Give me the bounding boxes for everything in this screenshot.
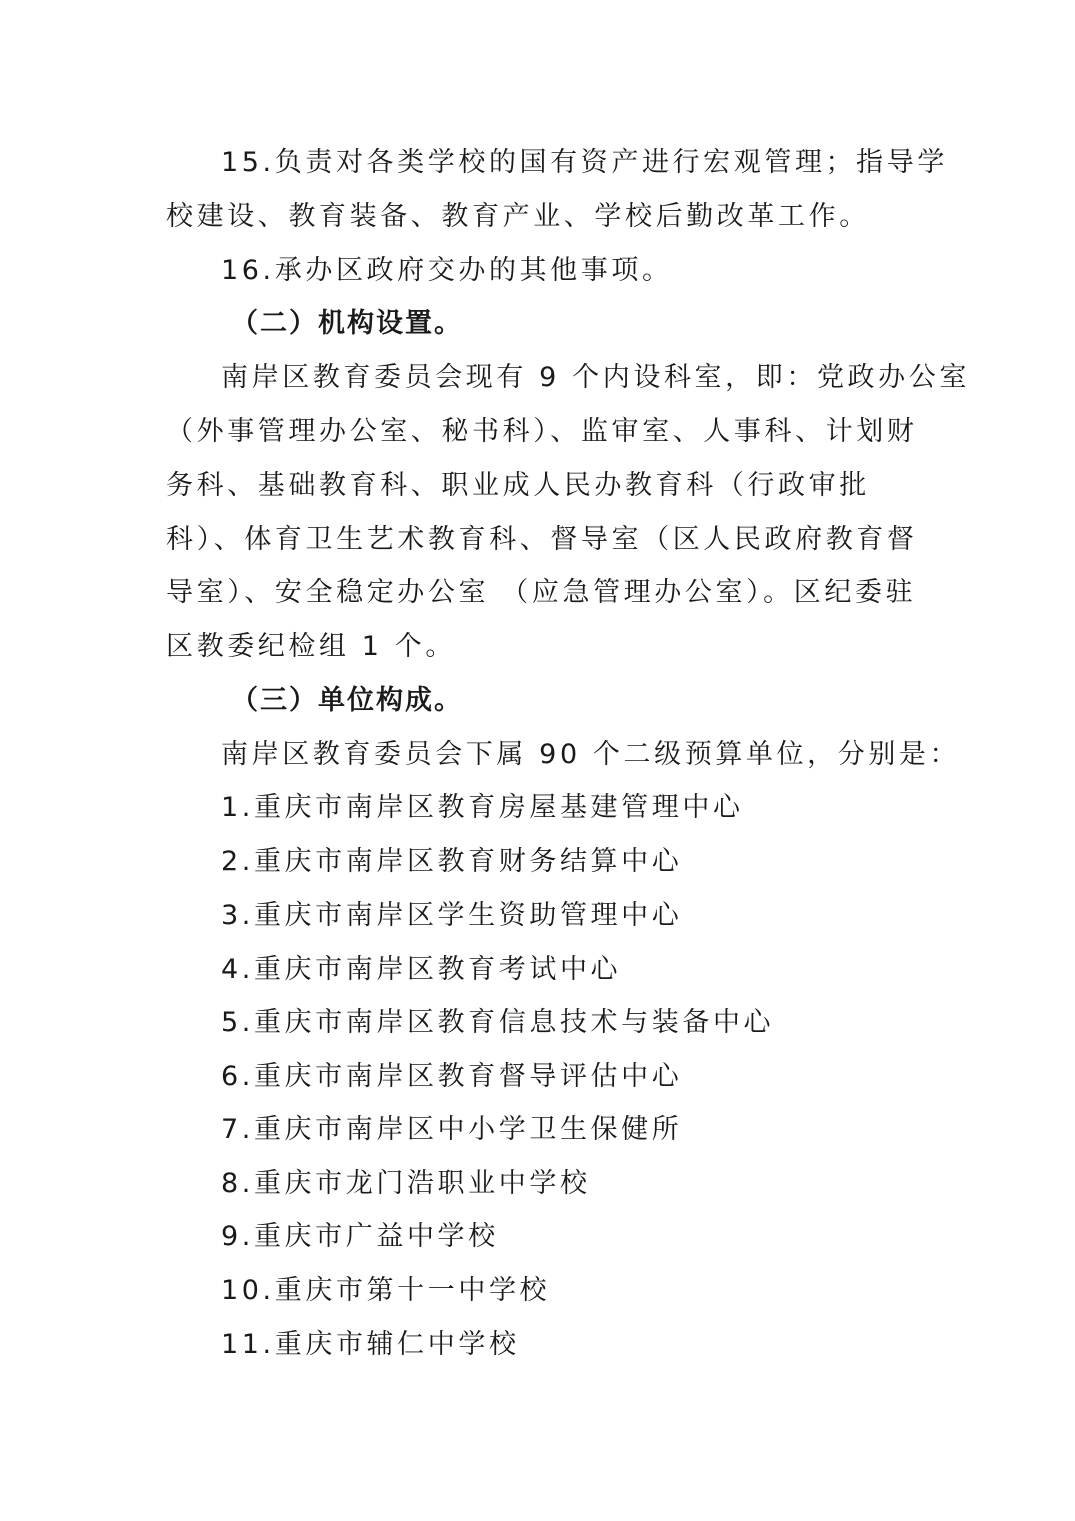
units-intro: 南岸区教育委员会下属 90 个二级预算单位，分别是： bbox=[221, 739, 961, 770]
unit-list-item: 5.重庆市南岸区教育信息技术与装备中心 bbox=[221, 1007, 775, 1038]
section-heading-structure: （二）机构设置。 bbox=[231, 308, 463, 339]
structure-paragraph-line: 务科、基础教育科、职业成人民办教育科（行政审批 bbox=[166, 470, 870, 501]
structure-paragraph-line: 导室）、安全稳定办公室 （应急管理办公室）。区纪委驻 bbox=[166, 577, 917, 608]
functions-item-16: 16.承办区政府交办的其他事项。 bbox=[221, 255, 673, 286]
structure-paragraph-line: 区教委纪检组 1 个。 bbox=[166, 631, 456, 662]
functions-item-15-line-2: 校建设、教育装备、教育产业、学校后勤改革工作。 bbox=[166, 201, 870, 232]
unit-list-item: 8.重庆市龙门浩职业中学校 bbox=[221, 1168, 591, 1199]
unit-list-item: 10.重庆市第十一中学校 bbox=[221, 1275, 551, 1306]
structure-paragraph-line: 南岸区教育委员会现有 9 个内设科室，即：党政办公室 bbox=[221, 362, 970, 393]
structure-paragraph-line: （外事管理办公室、秘书科）、监审室、人事科、计划财 bbox=[166, 416, 918, 447]
functions-item-15-line-1: 15.负责对各类学校的国有资产进行宏观管理；指导学 bbox=[221, 147, 948, 178]
unit-list-item: 11.重庆市辅仁中学校 bbox=[221, 1329, 520, 1360]
unit-list-item: 4.重庆市南岸区教育考试中心 bbox=[221, 954, 622, 985]
unit-list-item: 7.重庆市南岸区中小学卫生保健所 bbox=[221, 1114, 683, 1145]
unit-list-item: 6.重庆市南岸区教育督导评估中心 bbox=[221, 1061, 683, 1092]
section-heading-units: （三）单位构成。 bbox=[231, 685, 463, 716]
unit-list-item: 1.重庆市南岸区教育房屋基建管理中心 bbox=[221, 792, 744, 823]
unit-list-item: 3.重庆市南岸区学生资助管理中心 bbox=[221, 900, 683, 931]
unit-list-item: 9.重庆市广益中学校 bbox=[221, 1221, 499, 1252]
structure-paragraph-line: 科）、体育卫生艺术教育科、督导室（区人民政府教育督 bbox=[166, 524, 918, 555]
unit-list-item: 2.重庆市南岸区教育财务结算中心 bbox=[221, 846, 683, 877]
